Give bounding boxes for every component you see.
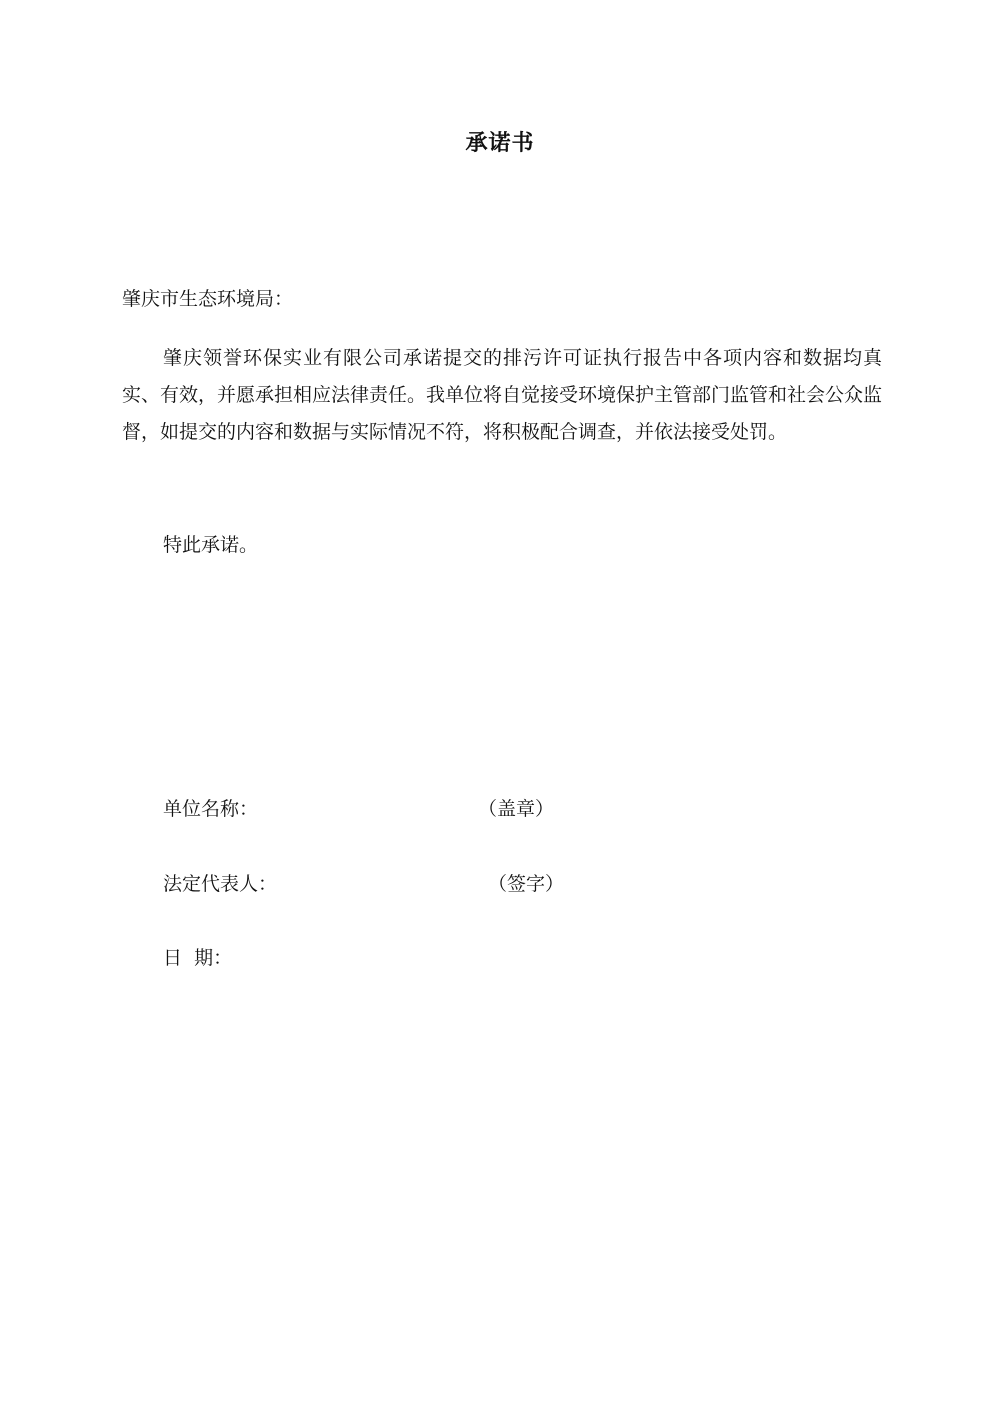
unit-name-label: 单位名称： xyxy=(163,798,259,820)
salutation: 肇庆市生态环境局： xyxy=(122,288,294,310)
date-label: 日 期： xyxy=(163,947,233,969)
seal-note: （盖章） xyxy=(478,798,555,820)
commitment-body: 肇庆领誉环保实业有限公司承诺提交的排污许可证执行报告中各项内容和数据均真实、有效，并愿承担相应法律责任。我单位将自觉接受环境保护主管部门监管和社会公众监督，如提交的内容和数据与实际情况不符，将积极配合调查，并依法接受处罚。 xyxy=(122,347,883,443)
document-title: 承诺书 xyxy=(465,131,535,156)
signature-note: （签字） xyxy=(488,873,565,895)
legal-rep-label: 法定代表人： xyxy=(163,873,278,895)
closing-line: 特此承诺。 xyxy=(163,534,259,556)
